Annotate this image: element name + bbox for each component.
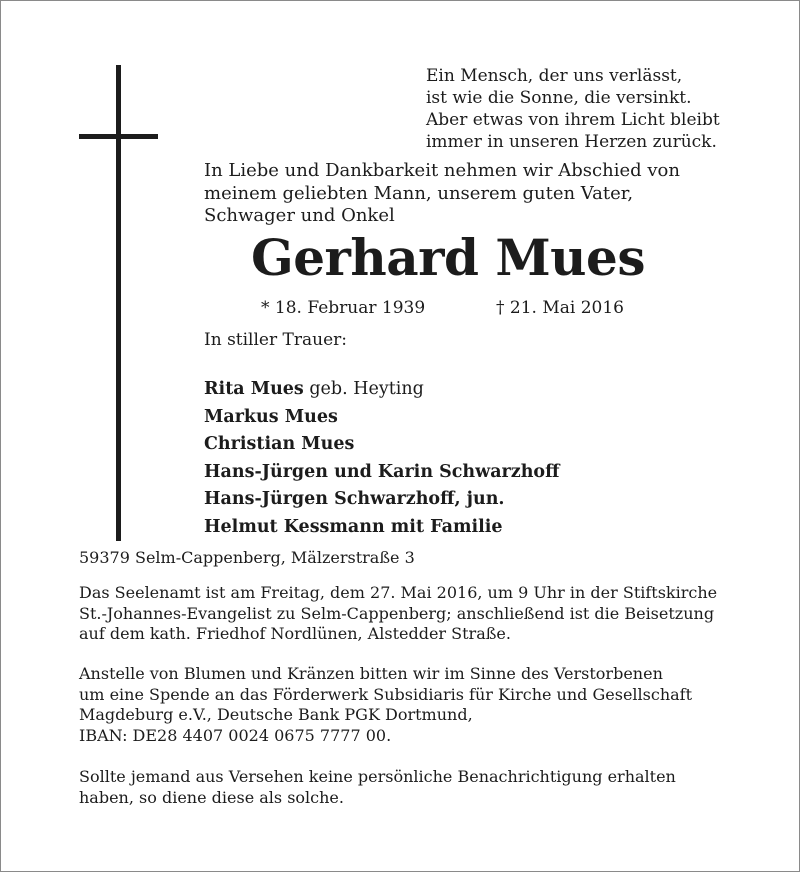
- mourner: [204, 514, 559, 542]
- intro-line: meinem geliebten Mann, unserem guten Vater,: [204, 182, 634, 204]
- mourner-name: Rita Mues: [204, 379, 304, 399]
- poem-line: Ein Mensch, der uns verlässt,: [426, 66, 683, 86]
- mourning-heading: In stiller Trauer:: [204, 330, 347, 350]
- intro-text: [204, 160, 680, 228]
- address: 59379 Selm-Cappenberg, Mälzerstraße 3: [79, 548, 415, 567]
- donation-paragraph: [79, 664, 692, 746]
- death-date: † 21. Mai 2016: [496, 298, 624, 318]
- mourner-name: Hans-Jürgen Schwarzhoff, jun.: [204, 489, 505, 509]
- mourner: [204, 459, 559, 487]
- mourner-name: Markus Mues: [204, 406, 338, 427]
- mourner: [204, 431, 559, 459]
- notification-paragraph: [79, 767, 676, 808]
- intro-line: In Liebe und Dankbarkeit nehmen wir Abschied von: [204, 160, 680, 181]
- cross-icon-bar: [79, 134, 158, 139]
- paragraph-line: um eine Spende an das Förderwerk Subsidiaris für Kirche und Gesellschaft: [79, 684, 693, 704]
- paragraph-line: auf dem kath. Friedhof Nordlünen, Alstedder Straße.: [79, 624, 511, 643]
- mourners-list: [204, 376, 559, 541]
- mourner-name: Christian Mues: [204, 434, 355, 454]
- paragraph-line: Das Seelenamt ist am Freitag, dem 27. Mai 2016, um 9 Uhr in der Stiftskirche: [79, 583, 718, 602]
- paragraph-line: St.-Johannes-Evangelist zu Selm-Cappenberg; anschließend ist die Beisetzung: [79, 603, 715, 623]
- mourner: [204, 486, 559, 514]
- birth-date: * 18. Februar 1939: [261, 298, 426, 318]
- poem-line: ist wie die Sonne, die versinkt.: [426, 88, 692, 108]
- funeral-info-paragraph: [79, 583, 717, 645]
- paragraph-line: Sollte jemand aus Versehen keine persönliche Benachrichtigung erhalten: [79, 767, 676, 786]
- mourner-name: Helmut Kessmann mit Familie: [204, 516, 503, 537]
- intro-line: Schwager und Onkel: [204, 205, 395, 226]
- deceased-name: Gerhard Mues: [251, 228, 645, 287]
- paragraph-line: Anstelle von Blumen und Kränzen bitten wir im Sinne des Verstorbenen: [79, 664, 663, 683]
- mourner: [204, 404, 559, 432]
- poem-line: Aber etwas von ihrem Licht bleibt: [426, 110, 720, 130]
- paragraph-line: haben, so diene diese als solche.: [79, 787, 344, 807]
- paragraph-line: IBAN: DE28 4407 0024 0675 7777 00.: [79, 725, 392, 745]
- mourner-suffix: geb. Heyting: [303, 379, 424, 399]
- paragraph-line: Magdeburg e.V., Deutsche Bank PGK Dortmund,: [79, 705, 473, 724]
- mourner: [204, 376, 559, 404]
- poem: [426, 65, 720, 153]
- mourner-name: Hans-Jürgen und Karin Schwarzhoff: [204, 461, 560, 482]
- poem-line: immer in unseren Herzen zurück.: [426, 132, 717, 152]
